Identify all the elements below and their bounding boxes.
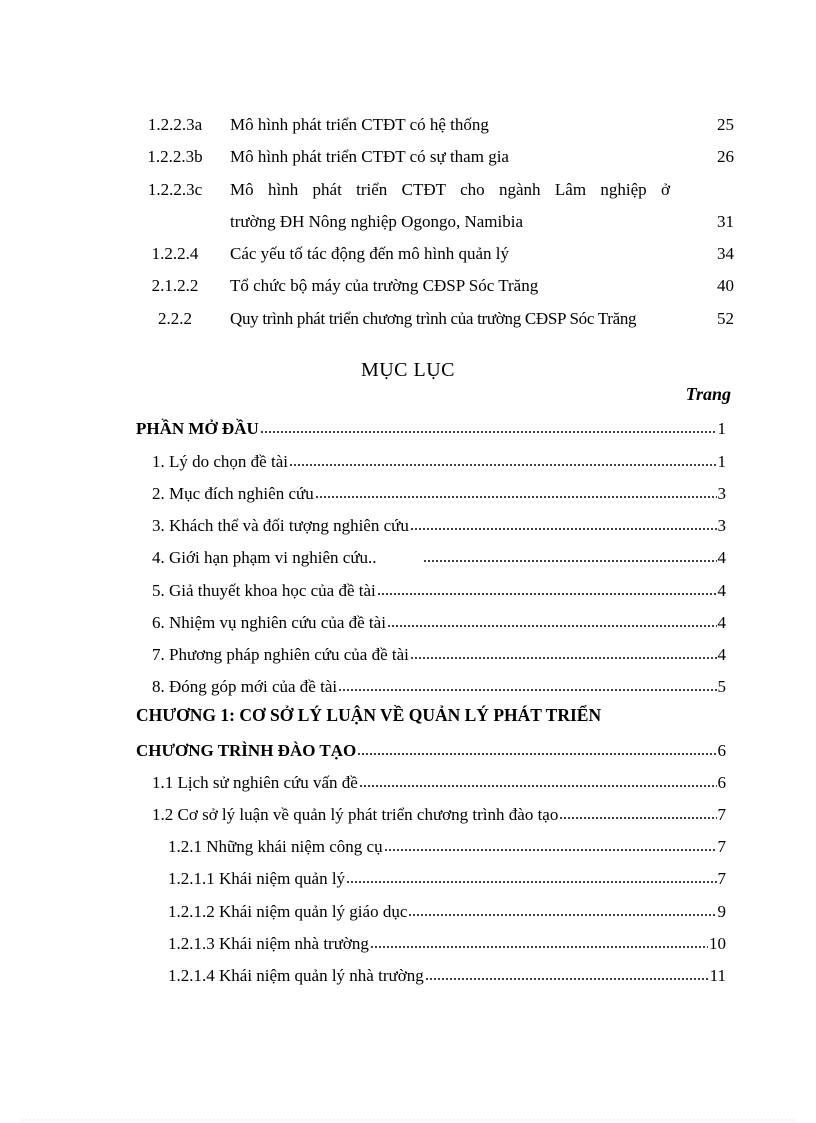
dot-leader [377,578,717,596]
toc-entry-text: 2. Mục đích nghiên cứu [152,484,314,503]
dot-leader [410,513,717,531]
figure-number: 1.2.2.3b [147,147,203,166]
toc-entry[interactable] [152,610,726,634]
figure-list-row [0,244,816,276]
dot-leader [423,545,717,563]
toc-entry[interactable] [168,866,726,890]
toc-entry-page: 3 [717,484,726,503]
toc-entry-text: 5. Giả thuyết khoa học của đề tài [152,581,376,600]
figure-list-row [0,147,816,179]
figure-list-row [0,180,816,212]
figure-page: 40 [717,276,734,295]
toc-entry-text: 1.2.1.3 Khái niệm nhà trường [168,934,369,953]
toc-heading: MỤC LỤC [360,359,456,381]
dot-leader [315,481,717,499]
toc-entry-page: 4 [717,581,726,600]
figure-list-row [0,212,816,244]
toc-entry[interactable] [152,545,726,569]
figure-title-line2: trường ĐH Nông nghiệp Ogongo, Namibia [230,212,524,231]
toc-entry-text: 1.2.1 Những khái niệm công cụ [168,837,383,856]
page-bottom-edge [20,1119,796,1121]
figure-number: 2.1.2.2 [151,276,199,295]
toc-entry-page: 5 [717,677,726,696]
toc-entry-text: 1.2.1.4 Khái niệm quản lý nhà trường [168,966,424,985]
toc-entry[interactable] [168,834,726,858]
toc-entry[interactable] [152,513,726,537]
figure-page: 31 [717,212,734,231]
figure-list-row [0,115,816,147]
toc-entry-page: 7 [717,837,726,856]
figure-number: 1.2.2.3c [147,180,203,199]
figure-title: Mô hình phát triển CTĐT có sự tham gia [230,147,509,166]
toc-entry-page: 4 [717,613,726,632]
dot-leader [359,770,717,788]
figure-title: Các yếu tố tác động đến mô hình quản lý [230,244,510,263]
toc-entry[interactable] [168,899,726,923]
toc-entry-text: 4. Giới hạn phạm vi nghiên cứu.. [152,548,377,567]
dot-leader [370,931,708,949]
toc-chapter-title-line2: CHƯƠNG TRÌNH ĐÀO TẠO [136,741,357,760]
figure-title: Tổ chức bộ máy của trường CĐSP Sóc Trăng [230,276,539,295]
toc-entry[interactable] [168,963,726,987]
figure-title: Quy trình phát triển chương trình của trường CĐSP Sóc Trăng [230,309,637,328]
toc-entry[interactable] [152,770,726,794]
toc-entry-page: 11 [709,966,726,985]
figure-number: 1.2.2.3a [147,115,203,134]
toc-entry[interactable] [152,449,726,473]
figure-page: 52 [717,309,734,328]
figure-title: Mô hình phát triển CTĐT có hệ thống [230,115,489,134]
figure-number: 1.2.2.4 [151,244,199,263]
toc-entry-text: 6. Nhiệm vụ nghiên cứu của đề tài [152,613,386,632]
toc-entry[interactable] [152,674,726,698]
toc-entry-page: 6 [717,773,726,792]
toc-entry[interactable] [168,931,726,955]
figure-title-line1: Mô hình phát triển CTĐT cho ngành Lâm nghiệp ở [230,180,670,199]
figure-page: 25 [717,115,734,134]
toc-entry-page: 3 [717,516,726,535]
figure-page: 34 [717,244,734,263]
toc-entry[interactable] [136,416,726,440]
figure-number: 2.2.2 [158,309,192,328]
figure-list-row [0,309,816,341]
toc-chapter-title-line1[interactable]: CHƯƠNG 1: CƠ SỞ LÝ LUẬN VỀ QUẢN LÝ PHÁT TRIỂN [136,705,602,725]
toc-entry-page: 7 [717,869,726,888]
dot-leader [425,963,709,981]
toc-entry-text: 8. Đóng góp mới của đề tài [152,677,338,696]
toc-entry[interactable] [152,642,726,666]
dot-leader [260,416,717,434]
toc-entry[interactable] [152,578,726,602]
dot-leader [387,610,717,628]
dot-leader [357,738,716,756]
toc-page-label: Trang [685,384,731,404]
toc-entry-text: 3. Khách thể và đối tượng nghiên cứu [152,516,409,535]
toc-entry-text: PHẦN MỞ ĐẦU [136,419,259,438]
figure-list-row [0,276,816,308]
toc-entry-text: 7. Phương pháp nghiên cứu của đề tài [152,645,409,664]
dot-leader [338,674,716,692]
toc-entry-page: 6 [717,741,726,760]
toc-entry[interactable] [136,738,726,762]
toc-entry[interactable] [152,802,726,826]
toc-entry-text: 1.1 Lịch sử nghiên cứu vấn đề [152,773,358,792]
dot-leader [559,802,716,820]
dot-leader [408,899,716,917]
toc-entry-text: 1. Lý do chọn đề tài [152,452,288,471]
toc-entry-page: 1 [717,419,726,438]
dot-leader [346,866,716,884]
toc-entry[interactable] [152,481,726,505]
toc-entry-text: 1.2.1.2 Khái niệm quản lý giáo dục [168,902,408,921]
toc-entry-page: 1 [717,452,726,471]
dot-leader [289,449,717,467]
dot-leader [384,834,717,852]
toc-entry-text: 1.2.1.1 Khái niệm quản lý [168,869,346,888]
dot-leader [410,642,717,660]
toc-entry-text: 1.2 Cơ sở lý luận về quản lý phát triển chương trình đào tạo [152,805,559,824]
toc-entry-page: 10 [709,934,726,953]
toc-entry-page: 4 [717,645,726,664]
toc-entry-page: 7 [717,805,726,824]
toc-entry-page: 9 [717,902,726,921]
toc-entry-page: 4 [717,548,726,567]
figure-page: 26 [717,147,734,166]
